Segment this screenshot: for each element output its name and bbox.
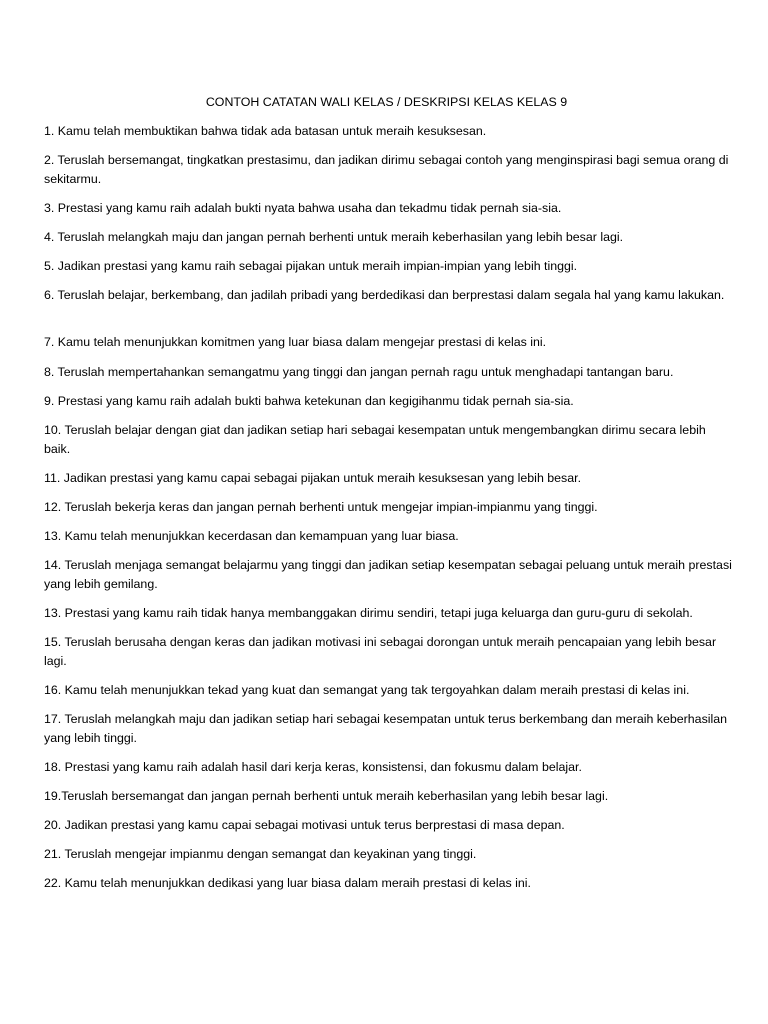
list-item-8: 8. Teruslah mempertahankan semangatmu yang tinggi dan jangan pernah ragu untuk menghadapi tantangan baru.	[44, 365, 674, 379]
list-item-9: 9. Prestasi yang kamu raih adalah bukti bahwa ketekunan dan kegigihanmu tidak pernah sia-sia.	[44, 394, 574, 408]
list-item-12: 12. Teruslah bekerja keras dan jangan pernah berhenti untuk mengejar impian-impianmu yang tinggi.	[44, 500, 598, 514]
list-item-4: 4. Teruslah melangkah maju dan jangan pernah berhenti untuk meraih keberhasilan yang lebih besar lagi.	[44, 230, 624, 244]
list-item-20: 20. Jadikan prestasi yang kamu capai sebagai motivasi untuk terus berprestasi di masa depan.	[44, 818, 565, 832]
list-item-13b: 13. Prestasi yang kamu raih tidak hanya membanggakan dirimu sendiri, tetapi juga keluarga dan guru-guru di sekolah.	[44, 606, 693, 620]
list-item-5: 5. Jadikan prestasi yang kamu raih sebagai pijakan untuk meraih impian-impian yang lebih tinggi.	[44, 259, 578, 273]
list-item-14: 14. Teruslah menjaga semangat belajarmu yang tinggi dan jadikan setiap kesempatan sebagai peluang untuk meraih prestasi yang lebih gemilang.	[44, 558, 732, 591]
list-item-7: 7. Kamu telah menunjukkan komitmen yang luar biasa dalam mengejar prestasi di kelas ini.	[44, 335, 547, 349]
document-title: CONTOH CATATAN WALI KELAS / DESKRIPSI KELAS KELAS 9	[205, 95, 568, 109]
list-item-3: 3. Prestasi yang kamu raih adalah bukti nyata bahwa usaha dan tekadmu tidak pernah sia-sia.	[44, 201, 562, 215]
list-item-2: 2. Teruslah bersemangat, tingkatkan prestasimu, dan jadikan dirimu sebagai contoh yang menginspirasi bagi semua orang di sekitarmu.	[44, 153, 729, 186]
list-item-21: 21. Teruslah mengejar impianmu dengan semangat dan keyakinan yang tinggi.	[44, 847, 477, 861]
list-item-1: 1. Kamu telah membuktikan bahwa tidak ada batasan untuk meraih kesuksesan.	[44, 124, 487, 138]
list-item-6: 6. Teruslah belajar, berkembang, dan jadilah pribadi yang berdedikasi dan berprestasi dalam segala hal yang kamu lakukan.	[44, 288, 725, 302]
list-item-22: 22. Kamu telah menunjukkan dedikasi yang luar biasa dalam meraih prestasi di kelas ini.	[44, 876, 531, 890]
list-item-13: 13. Kamu telah menunjukkan kecerdasan dan kemampuan yang luar biasa.	[44, 529, 459, 543]
list-item-19: 19.Teruslah bersemangat dan jangan pernah berhenti untuk meraih keberhasilan yang lebih besar lagi.	[44, 789, 609, 803]
list-item-17: 17. Teruslah melangkah maju dan jadikan setiap hari sebagai kesempatan untuk terus berkembang dan meraih keberhasilan yang lebih tinggi.	[44, 712, 728, 745]
list-item-11: 11. Jadikan prestasi yang kamu capai sebagai pijakan untuk meraih kesuksesan yang lebih besar.	[44, 471, 582, 485]
list-item-15: 15. Teruslah berusaha dengan keras dan jadikan motivasi ini sebagai dorongan untuk meraih pencapaian yang lebih besar lagi.	[44, 635, 717, 668]
list-item-10: 10. Teruslah belajar dengan giat dan jadikan setiap hari sebagai kesempatan untuk mengembangkan dirimu secara lebih baik.	[44, 423, 706, 456]
list-item-16: 16. Kamu telah menunjukkan tekad yang kuat dan semangat yang tak tergoyahkan dalam meraih prestasi di kelas ini.	[44, 683, 690, 697]
list-item-18: 18. Prestasi yang kamu raih adalah hasil dari kerja keras, konsistensi, dan fokusmu dalam belajar.	[44, 760, 582, 774]
